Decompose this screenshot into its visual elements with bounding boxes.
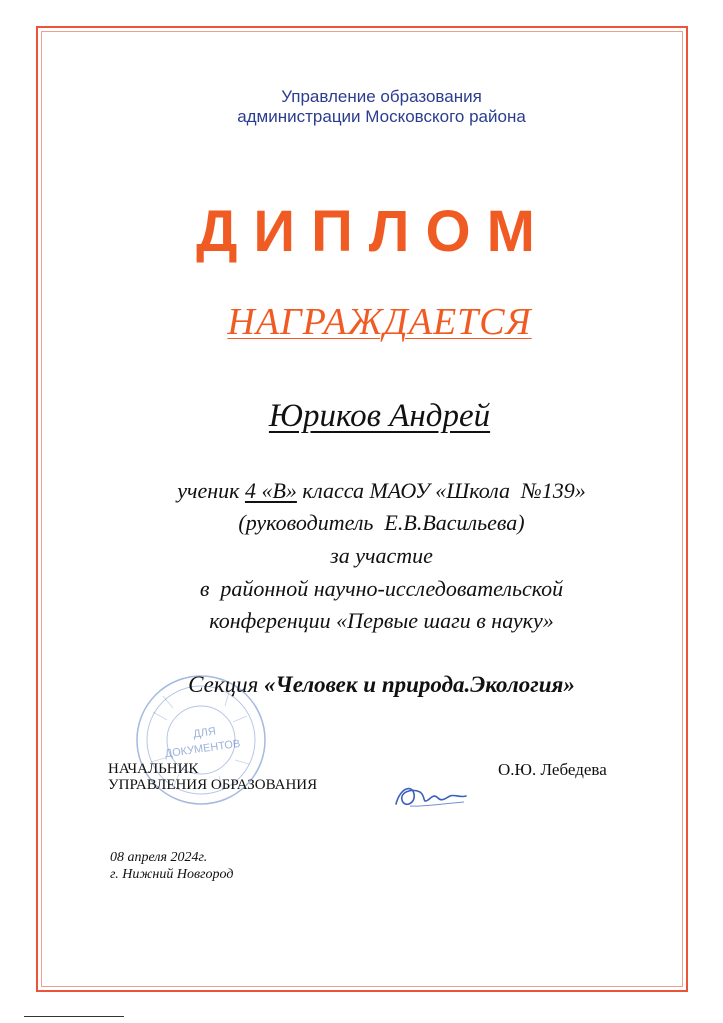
inner-border — [41, 31, 683, 987]
scan-edge-line — [24, 1016, 124, 1017]
signatory-role-line-1: НАЧАЛЬНИК — [108, 761, 199, 777]
section-label: Секция — [188, 672, 265, 697]
handwritten-signature — [390, 776, 470, 816]
student-label: ученик — [177, 478, 245, 503]
description-line-3: за участие — [330, 543, 433, 568]
recipient-name — [18, 398, 723, 435]
school-text: класса МАОУ «Школа №139» — [296, 478, 586, 503]
diploma-title: ДИПЛОМ — [196, 199, 551, 264]
issue-city: г. Нижний Новгород — [110, 867, 234, 882]
issuer-line-2: администрации Московского района — [237, 107, 526, 126]
stamp-text-1: ДЛЯ — [192, 725, 217, 741]
section-line — [20, 672, 723, 698]
issue-date: 08 апреля 2024г. — [110, 850, 208, 865]
section-name: «Человек и природа.Экология» — [264, 672, 575, 697]
issuer-line-1: Управление образования — [281, 87, 482, 106]
recipient-name-text: Юриков Андрей — [268, 398, 491, 434]
description-line-5: конференции «Первые шаги в науку» — [209, 608, 554, 633]
description-line-2: (руководитель Е.В.Васильева) — [238, 510, 525, 535]
description-line-4: в районной научно-исследовательской — [199, 576, 564, 601]
grade-value: 4 «В» — [244, 478, 297, 503]
signatory-role-line-2: УПРАВЛЕНИЯ ОБРАЗОВАНИЯ — [108, 777, 318, 793]
signatory-name: О.Ю. Лебедева — [498, 760, 607, 779]
description-line-1 — [20, 478, 723, 504]
stamp-text-2: ДОКУМЕНТОВ — [164, 737, 242, 761]
awarded-heading: НАГРАЖДАЕТСЯ — [227, 301, 532, 343]
